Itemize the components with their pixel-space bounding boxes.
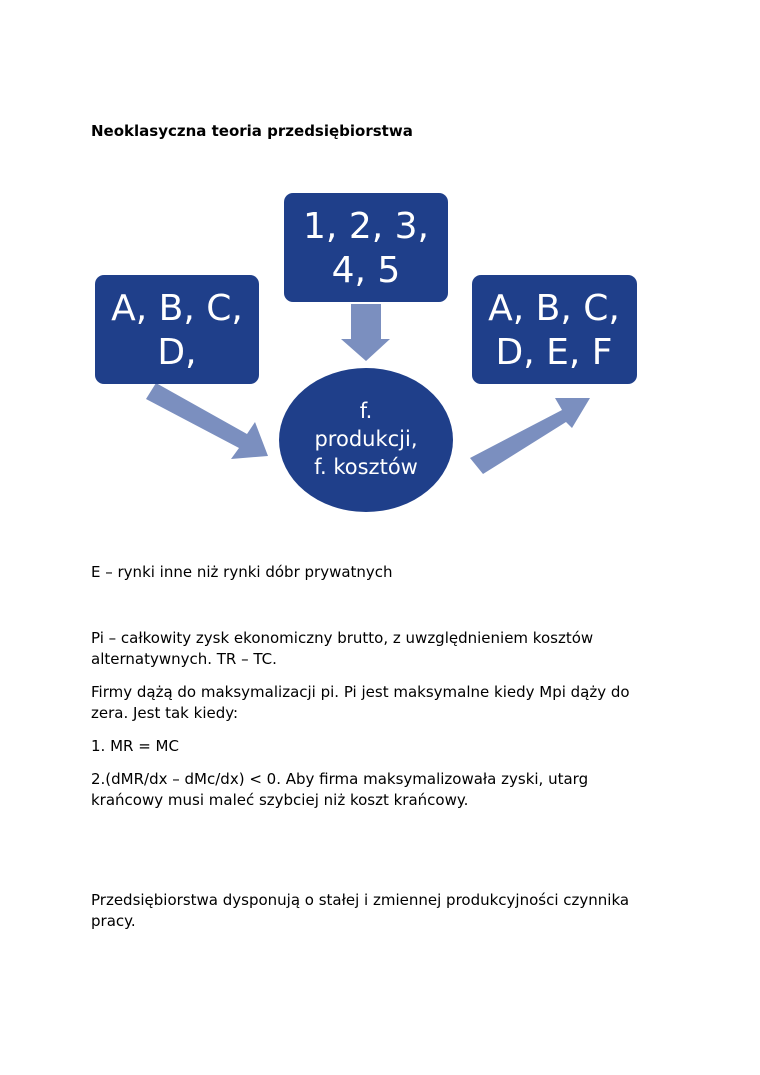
center-line2: produkcji,: [314, 427, 418, 451]
arrow-top-to-center: [341, 304, 390, 361]
paragraph-productivity: Przedsiębiorstwa dysponują o stałej i zmiennej produkcyjności czynnika pracy.: [91, 891, 630, 930]
paragraph-condition-2: 2.(dMR/dx – dMc/dx) < 0. Aby firma maksymalizowała zyski, utarg krańcowy musi maleć szybciej niż koszt krańcowy.: [91, 770, 589, 809]
right-box-line2: D, E, F: [495, 332, 613, 373]
paragraph-maximization: Firmy dążą do maksymalizacji pi. Pi jest maksymalne kiedy Mpi dąży do zera. Jest tak kiedy:: [91, 683, 630, 722]
arrow-center-to-right: [470, 398, 590, 474]
top-box-line1: 1, 2, 3,: [303, 206, 429, 247]
right-box-line1: A, B, C,: [488, 288, 620, 329]
center-line3: f. kosztów: [314, 455, 418, 479]
paragraph-pi-definition: Pi – całkowity zysk ekonomiczny brutto, z uwzględnieniem kosztów alternatywnych. TR – TC.: [91, 629, 594, 668]
paragraph-rynki: E – rynki inne niż rynki dóbr prywatnych: [91, 563, 393, 581]
left-box-line1: A, B, C,: [111, 288, 243, 329]
page-title: Neoklasyczna teoria przedsiębiorstwa: [91, 122, 413, 140]
left-box-line2: D,: [157, 332, 197, 373]
paragraph-condition-1: 1. MR = MC: [91, 737, 179, 755]
center-line1: f.: [359, 399, 373, 423]
arrow-left-to-center: [146, 383, 268, 459]
top-box-line2: 4, 5: [331, 250, 401, 291]
